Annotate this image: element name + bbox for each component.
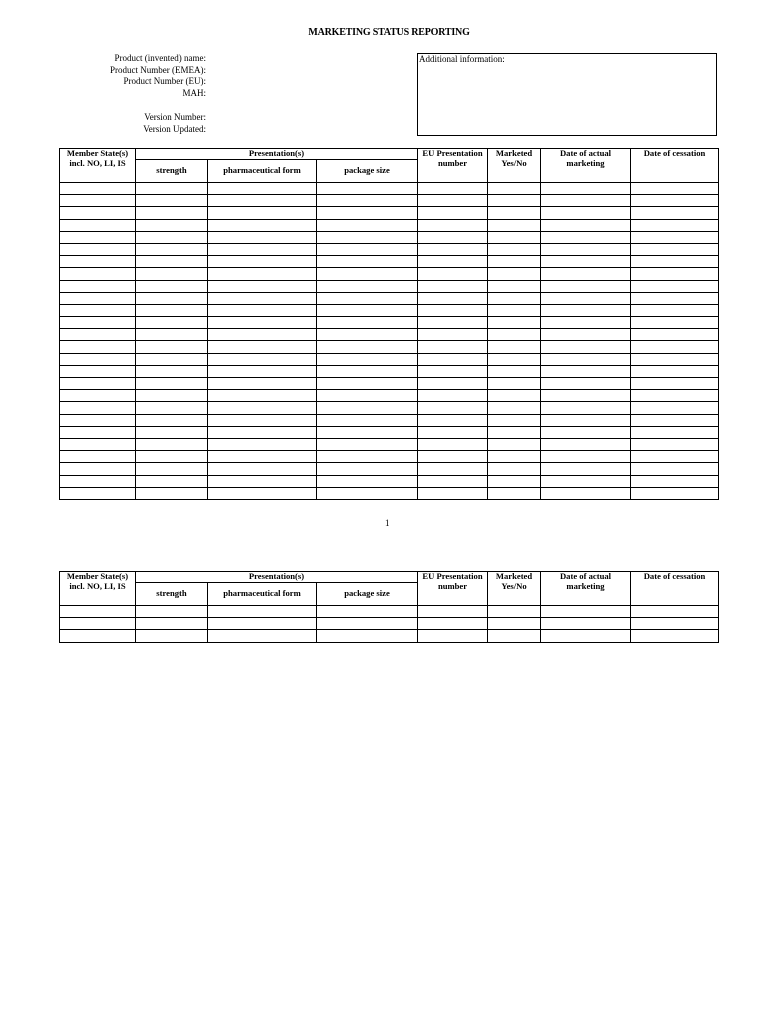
table-cell[interactable] [60, 195, 136, 207]
table-row [60, 256, 719, 268]
product-number-eu-label: Product Number (EU): [123, 76, 206, 86]
table-cell[interactable] [208, 329, 317, 341]
table-cell[interactable] [208, 618, 317, 630]
table-cell[interactable] [631, 475, 719, 487]
header-presentations: Presentation(s) [136, 572, 418, 583]
table-cell[interactable] [541, 341, 631, 353]
table-cell[interactable] [541, 243, 631, 255]
table-cell[interactable] [631, 317, 719, 329]
table-cell[interactable] [208, 195, 317, 207]
table-row [60, 268, 719, 280]
table-cell[interactable] [541, 280, 631, 292]
table-cell[interactable] [136, 475, 208, 487]
table-cell[interactable] [418, 195, 488, 207]
table-cell[interactable] [631, 487, 719, 499]
table-cell[interactable] [631, 183, 719, 195]
additional-information-box[interactable] [417, 53, 717, 136]
table-row [60, 426, 719, 438]
table-cell[interactable] [541, 378, 631, 390]
table-cell[interactable] [631, 231, 719, 243]
table-cell[interactable] [541, 219, 631, 231]
table-cell[interactable] [136, 341, 208, 353]
table-cell[interactable] [541, 183, 631, 195]
table-cell[interactable] [418, 292, 488, 304]
table-cell[interactable] [488, 438, 541, 450]
table-cell[interactable] [317, 378, 418, 390]
table-cell[interactable] [60, 304, 136, 316]
table-cell[interactable] [418, 243, 488, 255]
table-cell[interactable] [208, 630, 317, 642]
table-cell[interactable] [418, 317, 488, 329]
page-number: 1 [385, 518, 390, 528]
table-cell[interactable] [418, 475, 488, 487]
table-cell[interactable] [541, 390, 631, 402]
header-eu-presentation-number: EU Presentation number [418, 149, 488, 183]
table-cell[interactable] [541, 329, 631, 341]
table-cell[interactable] [488, 292, 541, 304]
table-cell[interactable] [136, 195, 208, 207]
table-cell[interactable] [136, 451, 208, 463]
header-pharmaceutical-form: pharmaceutical form [208, 160, 317, 183]
table-cell[interactable] [488, 243, 541, 255]
table-cell[interactable] [60, 463, 136, 475]
table-cell[interactable] [60, 256, 136, 268]
table-cell[interactable] [208, 353, 317, 365]
table-cell[interactable] [208, 390, 317, 402]
table-cell[interactable] [631, 219, 719, 231]
table-cell[interactable] [631, 329, 719, 341]
table-body [60, 606, 719, 643]
table-row [60, 630, 719, 642]
table-cell[interactable] [208, 402, 317, 414]
table-cell[interactable] [136, 487, 208, 499]
table-cell[interactable] [488, 378, 541, 390]
table-cell[interactable] [317, 231, 418, 243]
table-cell[interactable] [418, 390, 488, 402]
table-cell[interactable] [488, 630, 541, 642]
table-cell[interactable] [60, 280, 136, 292]
table-cell[interactable] [488, 487, 541, 499]
table-row [60, 231, 719, 243]
table-row [60, 207, 719, 219]
table-cell[interactable] [631, 280, 719, 292]
table-cell[interactable] [541, 438, 631, 450]
header-member-states: Member State(s) incl. NO, LI, IS [60, 572, 136, 606]
table-cell[interactable] [60, 402, 136, 414]
table-row [60, 378, 719, 390]
product-number-emea-label: Product Number (EMEA): [110, 64, 206, 75]
table-cell[interactable] [136, 280, 208, 292]
table-body [60, 183, 719, 500]
table-cell[interactable] [136, 304, 208, 316]
table-cell[interactable] [488, 390, 541, 402]
table-cell[interactable] [541, 268, 631, 280]
table-cell[interactable] [317, 341, 418, 353]
table-cell[interactable] [136, 231, 208, 243]
table-cell[interactable] [541, 353, 631, 365]
table-cell[interactable] [488, 426, 541, 438]
table-cell[interactable] [136, 183, 208, 195]
table-cell[interactable] [208, 207, 317, 219]
header-strength: strength [136, 583, 208, 606]
table-cell[interactable] [208, 606, 317, 618]
table-cell[interactable] [317, 317, 418, 329]
table-cell[interactable] [208, 378, 317, 390]
table-cell[interactable] [488, 451, 541, 463]
table-cell[interactable] [488, 195, 541, 207]
table-cell[interactable] [488, 365, 541, 377]
table-row [60, 390, 719, 402]
header-marketed: Marketed Yes/No [488, 149, 541, 183]
table-cell[interactable] [60, 183, 136, 195]
table-cell[interactable] [60, 426, 136, 438]
table-cell[interactable] [541, 426, 631, 438]
table-cell[interactable] [136, 426, 208, 438]
header-member-states: Member State(s) incl. NO, LI, IS [60, 149, 136, 183]
table-cell[interactable] [418, 183, 488, 195]
table-cell[interactable] [418, 414, 488, 426]
table-cell[interactable] [631, 438, 719, 450]
table-cell[interactable] [60, 231, 136, 243]
table-cell[interactable] [418, 207, 488, 219]
table-cell[interactable] [541, 475, 631, 487]
table-cell[interactable] [418, 426, 488, 438]
table-cell[interactable] [136, 329, 208, 341]
table-cell[interactable] [60, 606, 136, 618]
table-cell[interactable] [317, 280, 418, 292]
table-cell[interactable] [418, 438, 488, 450]
table-cell[interactable] [488, 618, 541, 630]
table-cell[interactable] [418, 280, 488, 292]
table-cell[interactable] [418, 618, 488, 630]
table-cell[interactable] [136, 463, 208, 475]
table-cell[interactable] [136, 402, 208, 414]
table-row [60, 438, 719, 450]
table-cell[interactable] [60, 243, 136, 255]
table-cell[interactable] [208, 219, 317, 231]
table-cell[interactable] [631, 341, 719, 353]
table-cell[interactable] [60, 390, 136, 402]
table-row [60, 243, 719, 255]
table-cell[interactable] [541, 317, 631, 329]
table-cell[interactable] [317, 426, 418, 438]
table-cell[interactable] [136, 353, 208, 365]
table-cell[interactable] [317, 414, 418, 426]
table-cell[interactable] [136, 618, 208, 630]
table-cell[interactable] [488, 475, 541, 487]
table-cell[interactable] [136, 207, 208, 219]
table-cell[interactable] [136, 243, 208, 255]
table-cell[interactable] [60, 475, 136, 487]
table-cell[interactable] [208, 268, 317, 280]
table-cell[interactable] [208, 414, 317, 426]
table-cell[interactable] [208, 487, 317, 499]
table-cell[interactable] [317, 304, 418, 316]
table-cell[interactable] [60, 378, 136, 390]
table-cell[interactable] [208, 183, 317, 195]
table-cell[interactable] [631, 378, 719, 390]
table-cell[interactable] [418, 329, 488, 341]
table-cell[interactable] [488, 231, 541, 243]
table-row [60, 365, 719, 377]
header-presentations: Presentation(s) [136, 149, 418, 160]
table-cell[interactable] [317, 207, 418, 219]
table-cell[interactable] [631, 606, 719, 618]
table-cell[interactable] [631, 292, 719, 304]
table-cell[interactable] [317, 487, 418, 499]
table-cell[interactable] [418, 353, 488, 365]
table-cell[interactable] [317, 195, 418, 207]
product-fields [60, 53, 206, 99]
table-cell[interactable] [136, 317, 208, 329]
marketing-status-table-continued [59, 571, 719, 643]
table-row [60, 451, 719, 463]
table-cell[interactable] [136, 606, 208, 618]
header-date-cessation: Date of cessation [631, 149, 719, 183]
table-cell[interactable] [60, 451, 136, 463]
table-cell[interactable] [60, 219, 136, 231]
table-cell[interactable] [541, 195, 631, 207]
header-date-actual-marketing: Date of actual marketing [541, 572, 631, 606]
table-cell[interactable] [418, 231, 488, 243]
table-cell[interactable] [488, 353, 541, 365]
table-cell[interactable] [418, 402, 488, 414]
table-row [60, 304, 719, 316]
table-cell[interactable] [631, 304, 719, 316]
version-updated-label: Version Updated: [143, 123, 206, 134]
table-cell[interactable] [208, 304, 317, 316]
table-cell[interactable] [418, 304, 488, 316]
table-cell[interactable] [418, 606, 488, 618]
header-date-actual-marketing: Date of actual marketing [541, 149, 631, 183]
table-cell[interactable] [317, 463, 418, 475]
table-cell[interactable] [317, 268, 418, 280]
table-cell[interactable] [136, 365, 208, 377]
table-cell[interactable] [60, 329, 136, 341]
table-cell[interactable] [136, 256, 208, 268]
table-cell[interactable] [208, 292, 317, 304]
version-number-label: Version Number: [144, 112, 206, 122]
table-cell[interactable] [631, 268, 719, 280]
table-cell[interactable] [60, 414, 136, 426]
table-cell[interactable] [317, 451, 418, 463]
table-cell[interactable] [60, 317, 136, 329]
table-cell[interactable] [317, 183, 418, 195]
table-cell[interactable] [541, 487, 631, 499]
table-cell[interactable] [488, 280, 541, 292]
table-cell[interactable] [418, 341, 488, 353]
table-row [60, 195, 719, 207]
table-cell[interactable] [136, 438, 208, 450]
table-cell[interactable] [136, 378, 208, 390]
table-cell[interactable] [488, 256, 541, 268]
table-cell[interactable] [541, 402, 631, 414]
table-cell[interactable] [541, 451, 631, 463]
table-cell[interactable] [208, 256, 317, 268]
table-cell[interactable] [631, 463, 719, 475]
header-package-size: package size [317, 583, 418, 606]
table-row [60, 341, 719, 353]
table-cell[interactable] [60, 207, 136, 219]
document-title: MARKETING STATUS REPORTING [308, 27, 470, 38]
table-cell[interactable] [317, 438, 418, 450]
table-cell[interactable] [631, 365, 719, 377]
table-cell[interactable] [631, 195, 719, 207]
table-cell[interactable] [631, 618, 719, 630]
table-cell[interactable] [317, 243, 418, 255]
marketing-status-table [59, 148, 719, 500]
header-marketed: Marketed Yes/No [488, 572, 541, 606]
table-cell[interactable] [541, 256, 631, 268]
table-cell[interactable] [418, 630, 488, 642]
table-cell[interactable] [136, 268, 208, 280]
table-cell[interactable] [418, 451, 488, 463]
table-row [60, 414, 719, 426]
table-cell[interactable] [488, 207, 541, 219]
table-cell[interactable] [541, 618, 631, 630]
table-cell[interactable] [208, 438, 317, 450]
table-cell[interactable] [418, 256, 488, 268]
table-cell[interactable] [488, 402, 541, 414]
table-cell[interactable] [136, 390, 208, 402]
table-row [60, 606, 719, 618]
table-cell[interactable] [60, 618, 136, 630]
table-cell[interactable] [631, 243, 719, 255]
table-cell[interactable] [488, 329, 541, 341]
table-cell[interactable] [60, 292, 136, 304]
table-cell[interactable] [488, 219, 541, 231]
table-cell[interactable] [631, 390, 719, 402]
table-cell[interactable] [208, 475, 317, 487]
table-row [60, 353, 719, 365]
table-cell[interactable] [631, 402, 719, 414]
table-row [60, 317, 719, 329]
table-cell[interactable] [541, 304, 631, 316]
table-row [60, 475, 719, 487]
table-row [60, 487, 719, 499]
header-pharmaceutical-form: pharmaceutical form [208, 583, 317, 606]
table-cell[interactable] [541, 630, 631, 642]
header-strength: strength [136, 160, 208, 183]
table-cell[interactable] [317, 475, 418, 487]
table-cell[interactable] [418, 378, 488, 390]
table-cell[interactable] [60, 365, 136, 377]
header-eu-presentation-number: EU Presentation number [418, 572, 488, 606]
table-row [60, 292, 719, 304]
header-date-cessation: Date of cessation [631, 572, 719, 606]
table-cell[interactable] [418, 487, 488, 499]
table-row [60, 280, 719, 292]
additional-information-label: Additional information: [419, 54, 505, 64]
table-row [60, 402, 719, 414]
table-cell[interactable] [208, 463, 317, 475]
table-cell[interactable] [208, 341, 317, 353]
table-cell[interactable] [317, 256, 418, 268]
table-cell[interactable] [208, 426, 317, 438]
table-cell[interactable] [317, 630, 418, 642]
table-cell[interactable] [208, 365, 317, 377]
table-cell[interactable] [60, 268, 136, 280]
table-cell[interactable] [317, 618, 418, 630]
table-cell[interactable] [136, 292, 208, 304]
header-package-size: package size [317, 160, 418, 183]
table-cell[interactable] [317, 353, 418, 365]
table-cell[interactable] [541, 463, 631, 475]
table-cell[interactable] [631, 414, 719, 426]
table-cell[interactable] [60, 630, 136, 642]
table-cell[interactable] [488, 341, 541, 353]
table-row [60, 463, 719, 475]
table-cell[interactable] [136, 630, 208, 642]
table-cell[interactable] [317, 365, 418, 377]
table-cell[interactable] [317, 329, 418, 341]
table-cell[interactable] [541, 292, 631, 304]
table-cell[interactable] [136, 219, 208, 231]
table-cell[interactable] [418, 463, 488, 475]
table-cell[interactable] [488, 414, 541, 426]
table-cell[interactable] [208, 280, 317, 292]
table-cell[interactable] [60, 353, 136, 365]
table-cell[interactable] [60, 438, 136, 450]
table-cell[interactable] [631, 451, 719, 463]
table-cell[interactable] [317, 606, 418, 618]
table-cell[interactable] [317, 292, 418, 304]
table-cell[interactable] [317, 390, 418, 402]
table-cell[interactable] [631, 426, 719, 438]
table-cell[interactable] [317, 402, 418, 414]
table-cell[interactable] [488, 317, 541, 329]
table-cell[interactable] [208, 243, 317, 255]
table-row [60, 329, 719, 341]
table-cell[interactable] [631, 630, 719, 642]
table-cell[interactable] [208, 231, 317, 243]
table-cell[interactable] [208, 317, 317, 329]
table-cell[interactable] [631, 353, 719, 365]
table-cell[interactable] [488, 268, 541, 280]
table-cell[interactable] [541, 207, 631, 219]
table-cell[interactable] [488, 606, 541, 618]
table-row [60, 618, 719, 630]
table-cell[interactable] [418, 365, 488, 377]
product-name-label: Product (invented) name: [114, 53, 206, 63]
table-cell[interactable] [60, 487, 136, 499]
table-cell[interactable] [418, 219, 488, 231]
table-cell[interactable] [60, 341, 136, 353]
table-cell[interactable] [631, 207, 719, 219]
table-cell[interactable] [541, 606, 631, 618]
version-fields [60, 112, 206, 135]
table-cell[interactable] [488, 183, 541, 195]
table-cell[interactable] [541, 231, 631, 243]
table-row [60, 219, 719, 231]
table-cell[interactable] [136, 414, 208, 426]
table-cell[interactable] [541, 365, 631, 377]
table-cell[interactable] [488, 304, 541, 316]
table-cell[interactable] [208, 451, 317, 463]
table-cell[interactable] [541, 414, 631, 426]
table-cell[interactable] [631, 256, 719, 268]
mah-label: MAH: [182, 87, 206, 98]
table-cell[interactable] [418, 268, 488, 280]
table-row [60, 183, 719, 195]
table-cell[interactable] [488, 463, 541, 475]
table-cell[interactable] [317, 219, 418, 231]
